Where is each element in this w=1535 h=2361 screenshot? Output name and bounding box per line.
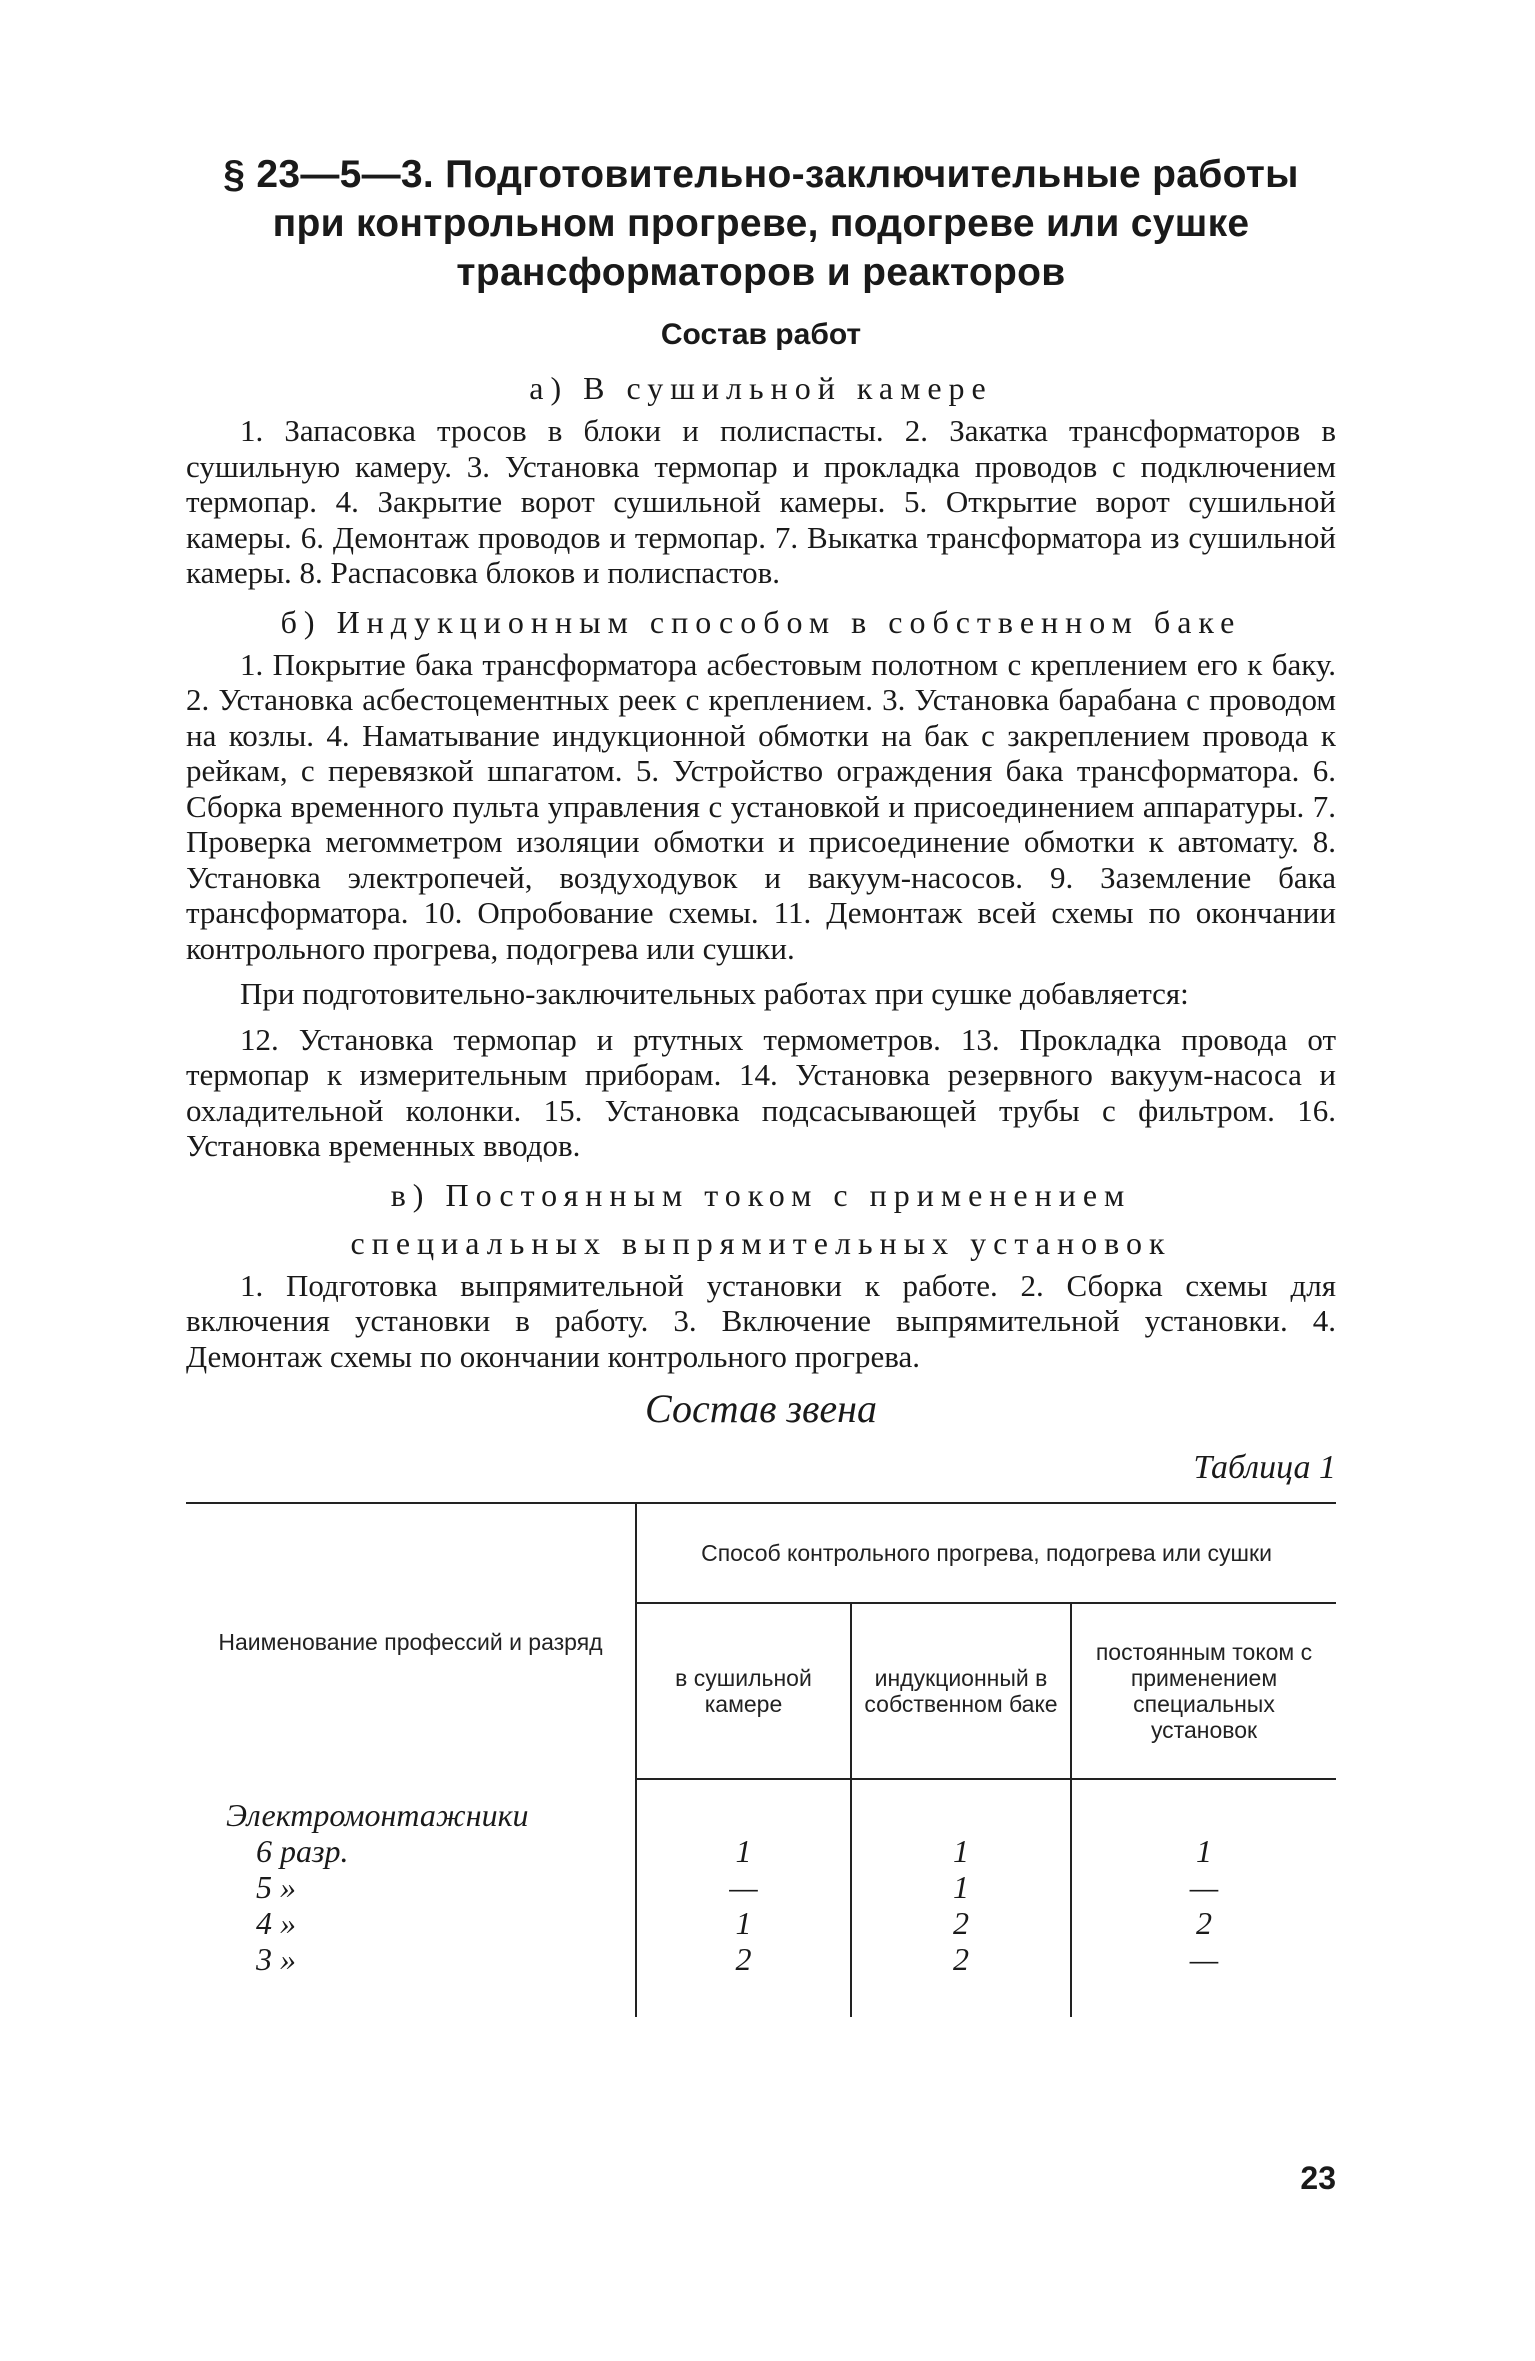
document-page — [186, 150, 1336, 2017]
direct-current-cell: 2 — [1071, 1905, 1336, 1941]
heading-line-3: трансформаторов и реакторов — [456, 251, 1066, 294]
section-a-text: 1. Запасовка тросов в блоки и полиспасты. 2. Закатка трансформаторов в сушильную камеру. 3. Установка термопар и прокладка проводов с подключением термопар. 4. Закрытие ворот сушильной камеры. 5. Открытие ворот сушильной камеры. 6. Демонтаж проводов и термопар. 7. Выкатка трансформатора из сушильной камеры. 8. Распасовка блоков и полиспастов. — [186, 413, 1336, 590]
heading-line-2: при контрольном прогреве, подогреве или сушке — [272, 202, 1250, 245]
header-direct-current: постоянным током с применением специальных установок — [1071, 1603, 1336, 1779]
table-cell-empty — [851, 1779, 1071, 1833]
section-c-text: 1. Подготовка выпрямительной установки к работе. 2. Сборка схемы для включения установки в работу. 3. Включение выпрямительной установки. 4. Демонтаж схемы по окончании контрольного прогрева. — [186, 1267, 1336, 1374]
heading-line-1: § 23—5—3. Подготовительно-заключительные работы — [223, 153, 1299, 196]
section-c-title-line-1: в) Постоянным током с применением — [390, 1176, 1132, 1213]
section-b-text: 1. Покрытие бака трансформатора асбестовым полотном с креплением его к баку. 2. Установка асбестоцементных реек с креплением. 3. Установка барабана с проводом на козлы. 4. Наматывание индукционной обмотки на бак с закреплением провода к рейкам, с перевязкой шпагатом. 5. Устройство ограждения бака трансформатора. 6. Сборка временного пульта управления с установкой и присоединением аппаратуры. 7. Проверка мегомметром изоляции обмотки и присоединение обмотки к автомату. 8. Установка электропечей, воздуходувок и вакуум-насосов. 9. Заземление бака трансформатора. 10. Опробование схемы. 11. Демонтаж всей схемы по окончании контрольного прогрева, подогрева или сушки. — [186, 646, 1336, 966]
induction-cell: 2 — [851, 1905, 1071, 1941]
section-b-title: б) Индукционным способом в собственном баке — [280, 603, 1242, 640]
table-cell-empty — [636, 1779, 851, 1833]
drying-chamber-cell: 1 — [636, 1905, 851, 1941]
table-row — [186, 1941, 1336, 2017]
direct-current-cell: — — [1071, 1941, 1336, 2017]
header-profession: Наименование профессий и разряд — [218, 1628, 603, 1655]
header-method-group: Способ контрольного прогрева, подогрева или сушки — [636, 1503, 1336, 1603]
section-a-title: а) В сушильной камере — [529, 370, 993, 406]
grade-cell: 6 разр. — [256, 1833, 349, 1869]
section-c-title-line-2: специальных выпрямительных установок — [350, 1224, 1172, 1261]
table-cell-empty — [1071, 1779, 1336, 1833]
induction-cell: 1 — [851, 1833, 1071, 1869]
table-label: Таблица 1 — [1193, 1449, 1336, 1486]
induction-cell: 1 — [851, 1869, 1071, 1905]
grade-cell: 3 » — [256, 1941, 296, 1977]
drying-chamber-cell: 1 — [636, 1833, 851, 1869]
table-row — [186, 1833, 1336, 1869]
group-title: Электромонтажники — [226, 1797, 529, 1833]
crew-table — [186, 1502, 1336, 2017]
section-heading — [186, 150, 1336, 297]
table-row-group — [186, 1779, 1336, 1833]
direct-current-cell: — — [1071, 1869, 1336, 1905]
crew-caption: Состав звена — [644, 1386, 877, 1431]
direct-current-cell: 1 — [1071, 1833, 1336, 1869]
drying-chamber-cell: — — [636, 1869, 851, 1905]
crew-caption-row — [186, 1384, 1336, 1502]
work-composition-title: Состав работ — [660, 318, 862, 351]
drying-chamber-cell: 2 — [636, 1941, 851, 2017]
header-drying-chamber: в сушильной камере — [636, 1603, 851, 1779]
page-number: 23 — [1300, 2160, 1336, 2196]
table-row — [186, 1869, 1336, 1905]
header-induction: индукционный в собственном баке — [851, 1603, 1071, 1779]
section-b-extra-intro: При подготовительно-заключительных работах при сушке добавляется: — [240, 976, 1189, 1011]
table-row — [186, 1905, 1336, 1941]
grade-cell: 4 » — [256, 1905, 296, 1941]
induction-cell: 2 — [851, 1941, 1071, 2017]
grade-cell: 5 » — [256, 1869, 296, 1905]
section-b-extra-text: 12. Установка термопар и ртутных термометров. 13. Прокладка провода от термопар к измерительным приборам. 14. Установка резервного вакуум-насоса и охладительной колонки. 15. Установка подсасывающей трубы с фильтром. 16. Установка временных вводов. — [186, 1021, 1336, 1163]
